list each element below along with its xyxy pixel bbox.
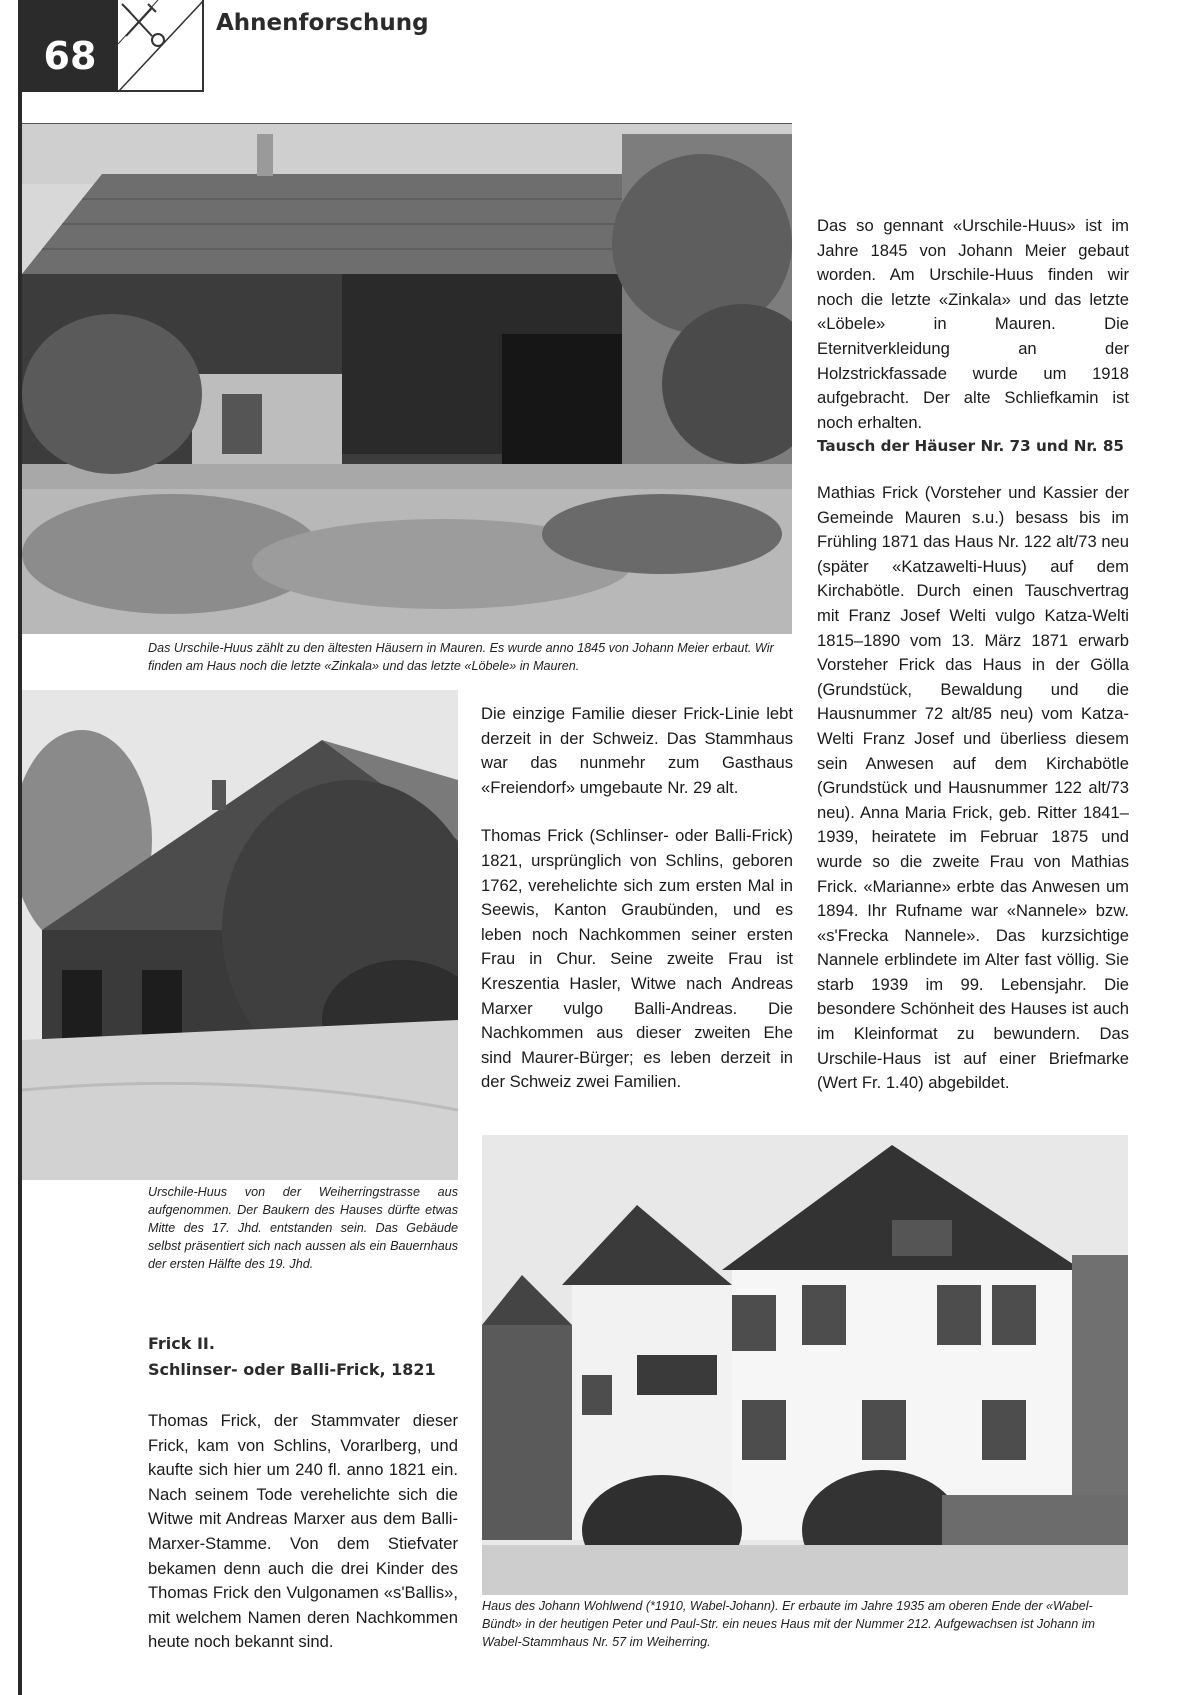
paragraph-stammvater: Thomas Frick, der Stammvater dieser Frick, kam von Schlins, Vorarlberg, und kaufte sich hier um 240 fl. anno 1821 ein. Nach seinem Tode verehelichte sich die Witwe mit Andreas Marxer aus dem Balli-Marxer-Stamme. Von dem Stiefvater bekamen denn auch die drei Kinder des Thomas Frick den Vulgonamen «s'Ballis», mit welchem Namen deren Nachkommen heute noch bekannt sind. xyxy=(148,1411,458,1652)
page-number-badge xyxy=(22,0,118,92)
caption-photo-3: Haus des Johann Wohlwend (*1910, Wabel-Johann). Er erbaute im Jahre 1935 am oberen Ende der «Wabel-Bündt» in der heutigen Peter und Paul-Str. ein neues Haus mit der Nummer 212. Aufgewachsen ist Johann im Wabel-Stammhaus Nr. 57 im Weiherring. xyxy=(482,1599,1096,1649)
page-number: 68 xyxy=(43,34,97,78)
section-heading-tausch: Tausch der Häuser Nr. 73 und Nr. 85 xyxy=(817,437,1124,455)
section-heading-frick-ii xyxy=(148,1331,468,1383)
right-column-body xyxy=(817,481,1129,1120)
middle-column xyxy=(481,702,793,1119)
paragraph-thomas-frick: Thomas Frick (Schlinser- oder Balli-Frick) 1821, ursprünglich von Schlins, geboren 1762, verehelichte sich zum ersten Mal in Seewis, Kanton Graubünden, und es leben noch Nachkommen seiner ersten Frau in Chur. Seine zweite Frau ist Kreszentia Hasler, Witwe nach Andreas Marxer vulgo Balli-Andreas. Die Nachkommen aus dieser zweiten Ehe sind Maurer-Bürger; es leben derzeit in der Schweiz zwei Familien. xyxy=(481,826,793,1092)
coat-of-arms-icon xyxy=(118,0,204,92)
photo-urschile-huus-street xyxy=(22,690,458,1180)
heading-line-2: Schlinser- oder Balli-Frick, 1821 xyxy=(148,1360,436,1379)
paragraph-tausch: Mathias Frick (Vorsteher und Kassier der Gemeinde Mauren s.u.) besass bis im Frühling 1871 das Haus Nr. 122 alt/73 neu (später «Katzawelti-Huus) auf dem Kirchabötle. Durch einen Tauschvertrag mit Franz Josef Welti vulgo Katza-Welti 1815–1890 vom 13. März 1871 erwarb Vorsteher Frick das Haus in der Gölla (Grundstück, Bewaldung und die Hausnummer 72 alt/85 neu) vom Katza-Welti Franz Josef und überliess diesem sein Anwesen auf dem Kirchabötle (Grundstück und Hausnummer 122 alt/73 neu). Anna Maria Frick, geb. Ritter 1841–1939, heiratete im Februar 1875 und wurde so die zweite Frau von Mathias Frick. «Marianne» erbte das Anwesen um 1894. Ihr Rufname war «Nannele» bzw. «s'Frecka Nannele». Das kurzsichtige Nannele erblindete im Alter fast völlig. Sie starb 1939 im 99. Lebensjahr. Die besondere Schönheit des Hauses ist auch im Kleinformat zu bewundern. Das Urschile-Haus ist auf einer Briefmarke (Wert Fr. 1.40) abgebildet. xyxy=(817,483,1129,1093)
paragraph-urschile-intro: Das so gennant «Urschile-Huus» ist im Jahre 1845 von Johann Meier gebaut worden. Am Urschile-Huus finden wir noch die letzte «Zinkala» und das letzte «Löbele» in Mauren. Die Eternitverkleidung an der Holzstrickfassade wurde um 1918 aufgebracht. Der alte Schliefkamin ist noch erhalten. xyxy=(817,216,1129,432)
caption-photo-2: Urschile-Huus von der Weiherringstrasse aus aufgenommen. Der Baukern des Hauses dürfte etwas Mitte des 17. Jhd. entstanden sein. Das Gebäude selbst präsentiert sich nach aussen als ein Bauernhaus der ersten Hälfte des 19. Jhd. xyxy=(148,1185,458,1271)
heading-line-1: Frick II. xyxy=(148,1334,215,1353)
caption-photo-1: Das Urschile-Huus zählt zu den ältesten Häusern in Mauren. Es wurde anno 1845 von Johann Meier erbaut. Wir finden am Haus noch die letzte «Zinkala» und das letzte «Löbele» in Mauren. xyxy=(148,641,774,673)
paragraph-familie: Die einzige Familie dieser Frick-Linie lebt derzeit in der Schweiz. Das Stammhaus war das nunmehr zum Gasthaus «Freiendorf» umgebaute Nr. 29 alt. xyxy=(481,704,793,797)
photo-haus-johann-wohlwend xyxy=(482,1135,1128,1595)
left-column-body xyxy=(148,1409,458,1655)
running-head: Ahnenforschung xyxy=(216,10,429,36)
right-column-intro xyxy=(817,214,1129,459)
photo-urschile-huus-front xyxy=(22,124,792,634)
